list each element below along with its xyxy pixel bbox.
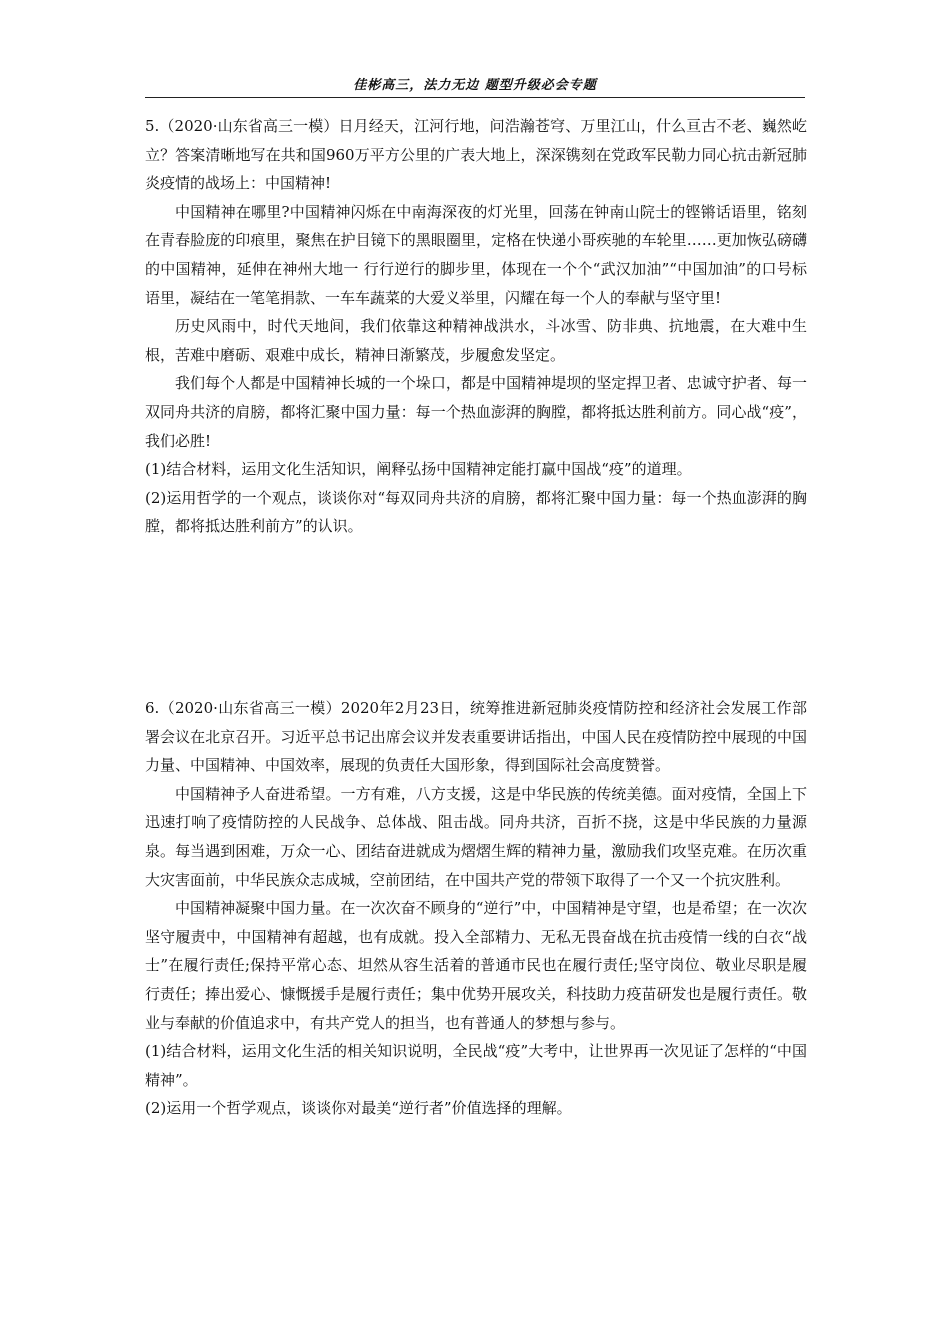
question-6 — [145, 694, 807, 1123]
question-6-subquestion-1: (1)结合材料，运用文化生活的相关知识说明，全民战“疫”大考中，让世界再一次见证了怎样的“中国精神”。 — [145, 1042, 807, 1089]
question-6-paragraph-1: 中国精神予人奋进希望。一方有难，八方支援，这是中华民族的传统美德。面对疫情，全国上下迅速打响了疫情防控的人民战争、总体战、阻击战。同舟共济，百折不挠，这是中华民族的力量源泉。每当遇到困难，万众一心、团结奋进就成为熠熠生辉的精神力量，激励我们攻坚克难。在历次重大灾害面前，中华民族众志成城，空前团结，在中国共产党的带领下取得了一个又一个抗灾胜利。 — [145, 784, 807, 889]
question-6-paragraph-2: 中国精神凝聚中国力量。在一次次奋不顾身的“逆行”中，中国精神是守望，也是希望；在一次次坚守履责中，中国精神有超越，也有成就。投入全部精力、无私无畏奋战在抗击疫情一线的白衣“战士”在履行责任;保持平常心态、坦然从容生活着的普通市民也在履行责任;坚守岗位、敬业尽职是履行责任；捧出爱心、慷慨援手是履行责任；集中优势开展攻关，科技助力疫苗研发也是履行责任。敬业与奉献的价值追求中，有共产党人的担当，也有普通人的梦想与参与。 — [145, 899, 807, 1032]
question-5 — [145, 112, 807, 541]
question-5-paragraph-2: 历史风雨中，时代天地间，我们依靠这种精神战洪水，斗冰雪、防非典、抗地震，在大难中生根，苦难中磨砺、艰难中成长，精神日渐繁茂，步履愈发坚定。 — [145, 317, 807, 364]
page-header: 佳彬高三，法力无边 题型升级必会专题 — [353, 78, 597, 93]
question-5-intro: 5.（2020·山东省高三一模）日月经天，江河行地，问浩瀚苍穹、万里江山，什么亘古不老、巍然屹立？答案清晰地写在共和国960万平方公里的广表大地上，深深镌刻在党政军民勒力同心抗击新冠肺炎疫情的战场上：中国精神! — [145, 117, 807, 193]
header-divider — [145, 97, 805, 98]
question-6-intro: 6.（2020·山东省高三一模）2020年2月23日，统筹推进新冠肺炎疫情防控和经济社会发展工作部署会议在北京召开。习近平总书记出席会议并发表重要讲话指出，中国人民在疫情防控中展现的中国力量、中国精神、中国效率，展现的负责任大国形象，得到国际社会高度赞誉。 — [145, 699, 807, 775]
question-6-subquestion-2: (2)运用一个哲学观点，谈谈你对最美“逆行者”价值选择的理解。 — [145, 1099, 572, 1118]
question-5-paragraph-3: 我们每个人都是中国精神长城的一个垛口，都是中国精神堤坝的坚定捍卫者、忠诚守护者、每一双同舟共济的肩膀，都将汇聚中国力量：每一个热血澎湃的胸膛，都将抵达胜利前方。同心战“疫”，我们必胜! — [145, 374, 807, 450]
question-5-subquestion-2: (2)运用哲学的一个观点，谈谈你对“每双同舟共济的肩膀，都将汇聚中国力量：每一个热血澎湃的胸膛，都将抵达胜利前方”的认识。 — [145, 488, 807, 536]
question-5-paragraph-1: 中国精神在哪里?中国精神闪烁在中南海深夜的灯光里，回荡在钟南山院士的铿锵话语里，铭刻在青春脸庞的印痕里，聚焦在护目镜下的黑眼圈里，定格在快递小哥疾驰的车轮里……更加恢弘磅礴的中国精神，延伸在神州大地一 行行逆行的脚步里，体现在一个个“武汉加油”“中国加油”的口号标语里，凝结在一笔笔捐款、一车车蔬菜的大爱义举里，闪耀在每一个人的奉献与坚守里! — [145, 202, 807, 307]
question-5-subquestion-1: (1)结合材料，运用文化生活知识，阐释弘扬中国精神定能打赢中国战“疫”的道理。 — [145, 460, 692, 479]
